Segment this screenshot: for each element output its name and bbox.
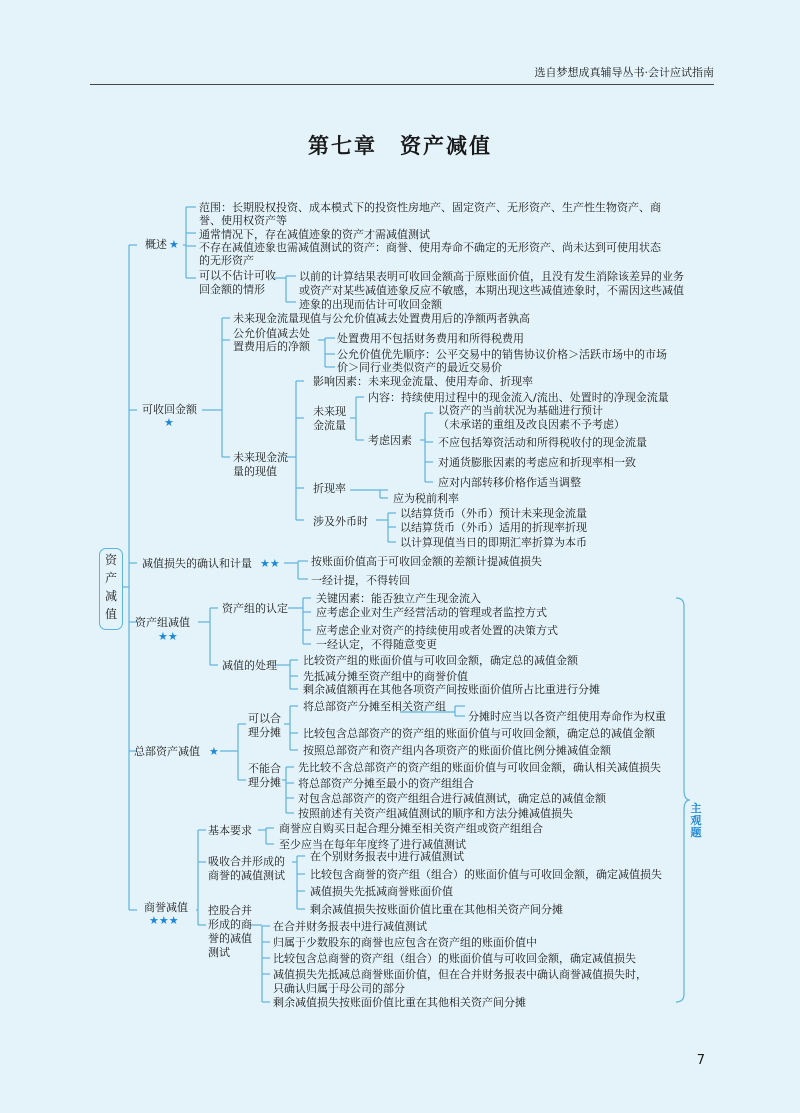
goodwill-annual-test: 至少应当在每年年度终了进行减值测试 bbox=[279, 838, 466, 851]
root-label: 资 产 减 值 bbox=[104, 553, 117, 621]
overview-test-required-line-1: 不存在减值迹象也需减值测试的资产：商誉、使用寿命不确定的无形资产、尚未达到可使用状态 bbox=[199, 241, 661, 254]
branch-recognition-stars: ★★ bbox=[260, 557, 280, 570]
pv-future-cash-flow-label-1: 未来现金流 bbox=[233, 451, 288, 464]
discount-rate-label: 折现率 bbox=[313, 482, 346, 495]
goodwill-basic-label: 基本要求 bbox=[208, 824, 252, 837]
branch-goodwill-label: 商誉减值 bbox=[144, 901, 188, 914]
overview-test-required-line-2: 的无形资产 bbox=[199, 254, 254, 267]
consideration-exclude-financing: 不应包括筹资活动和所得税收付的现金流量 bbox=[438, 436, 647, 449]
goodwill-holding-label-4: 测试 bbox=[208, 946, 230, 959]
disposal-costs-exclusion: 处置费用不包括财务费用和所得税费用 bbox=[337, 332, 524, 345]
cgu-treatment-label: 减值的处理 bbox=[222, 659, 277, 672]
corporate-compare-amount: 比较包含总部资产的资产组的账面价值与可收回金额，确定总的减值金额 bbox=[303, 727, 655, 740]
cgu-allocate-remainder: 剩余减值额再在其他各项资产间按账面价值所占比重进行分摊 bbox=[303, 683, 600, 696]
holding-consolidated-statements: 在合并财务报表中进行减值测试 bbox=[273, 920, 427, 933]
overview-no-estimate-line-2: 回金额的情形 bbox=[199, 283, 265, 296]
goodwill-holding-label-2: 形成的商 bbox=[208, 918, 252, 931]
overview-no-estimate-detail-1: 以前的计算结果表明可收回金额高于原账面价值，且没有发生消除该差异的业务 bbox=[299, 270, 684, 283]
corporate-compare-excluding: 先比较不含总部资产的资产组的账面价值与可收回金额，确认相关减值损失 bbox=[298, 761, 661, 774]
absorb-goodwill-first: 减值损失先抵减商誉账面价值 bbox=[310, 885, 453, 898]
fair-value-priority-line-1: 公允价值优先顺序：公平交易中的销售协议价格＞活跃市场中的市场 bbox=[337, 348, 667, 361]
chapter-title: 第七章 资产减值 bbox=[308, 133, 492, 158]
branch-cgu-label: 资产组减值 bbox=[135, 616, 190, 629]
holding-allocate-remainder: 剩余减值损失按账面价值比重在其他相关资产间分摊 bbox=[273, 996, 526, 1009]
consideration-current-state: 以资产的当前状况为基础进行预计 bbox=[438, 404, 603, 417]
consideration-factors-label: 考虑因素 bbox=[368, 434, 412, 447]
holding-goodwill-first-line-1: 减值损失先抵减总商誉账面价值，但在合并财务报表中确认商誉减值损失时， bbox=[273, 968, 647, 981]
cgu-key-factor: 关键因素：能否独立产生现金流入 bbox=[316, 592, 481, 605]
fx-discount-rate: 以结算货币（外币）适用的折现率折现 bbox=[400, 521, 587, 534]
goodwill-allocate: 商誉应自购买日起合理分摊至相关资产组或资产组组合 bbox=[279, 822, 543, 835]
pre-tax-rate: 应为税前利率 bbox=[393, 492, 459, 505]
cgu-decision-method: 应考虑企业对资产的持续使用或者处置的决策方式 bbox=[316, 624, 558, 637]
holding-minority-goodwill: 归属于少数股东的商誉也应包含在资产组的账面价值中 bbox=[273, 936, 537, 949]
branch-corporate-stars: ★ bbox=[209, 745, 219, 758]
corporate-allocate-loss: 按照总部资产和资产组内各项资产的账面价值比例分摊减值金额 bbox=[303, 744, 611, 757]
overview-scope-line-2: 誉、使用权资产等 bbox=[199, 214, 287, 227]
corporate-allocate-smallest-group: 将总部资产分摊至最小的资产组组合 bbox=[298, 777, 474, 790]
fx-spot-rate-translate: 以计算现值当日的即期汇率折算为本币 bbox=[400, 536, 587, 549]
cgu-compare-amount: 比较资产组的账面价值与可收回金额，确定总的减值金额 bbox=[303, 654, 578, 667]
holding-compare: 比较包含总商誉的资产组（组合）的账面价值与可收回金额，确定减值损失 bbox=[273, 952, 636, 965]
goodwill-holding-label-1: 控股合并 bbox=[208, 904, 252, 917]
overview-scope-line-1: 范围：长期股权投资、成本模式下的投资性房地产、固定资产、无形资产、生产性生物资产、商 bbox=[199, 201, 661, 214]
overview-no-estimate-detail-2: 或资产对某些减值迹象反应不敏感，本期出现这些减值迹象时，不需因这些减值 bbox=[299, 284, 684, 297]
branch-corporate-label: 总部资产减值 bbox=[134, 745, 200, 758]
corporate-unreasonable-label-2: 理分摊 bbox=[248, 776, 281, 789]
goodwill-holding-label-3: 誉的减值 bbox=[208, 932, 252, 945]
overview-no-estimate-line-1: 可以不估计可收 bbox=[199, 269, 276, 282]
branch-recoverable-stars: ★ bbox=[164, 416, 174, 429]
future-cash-flow-label-2: 金流量 bbox=[313, 419, 346, 432]
absorb-allocate-remainder: 剩余减值损失按账面价值比重在其他相关资产间分摊 bbox=[310, 903, 563, 916]
consideration-inflation: 对通货膨胀因素的考虑应和折现率相一致 bbox=[438, 456, 636, 469]
cgu-management-method: 应考虑企业对生产经营活动的管理或者监控方式 bbox=[316, 606, 547, 619]
holding-goodwill-first-line-2: 只确认归属于母公司的部分 bbox=[273, 982, 405, 995]
root-node bbox=[99, 548, 123, 630]
book-series-header: 选自梦想成真辅导丛书·会计应试指南 bbox=[534, 66, 714, 79]
cgu-goodwill-first: 先抵减分摊至资产组中的商誉价值 bbox=[303, 670, 468, 683]
corporate-follow-cgu-method: 按照前述有关资产组减值测试的顺序和方法分摊减值损失 bbox=[298, 807, 573, 820]
recognition-no-reversal: 一经计提，不得转回 bbox=[311, 574, 410, 587]
corporate-weight-by-life: 分摊时应当以各资产组使用寿命作为权重 bbox=[468, 710, 666, 723]
branch-goodwill-stars: ★★★ bbox=[149, 914, 179, 927]
branch-recognition-label: 减值损失的确认和计量 bbox=[142, 557, 252, 570]
goodwill-absorb-label-2: 商誉的减值测试 bbox=[208, 869, 285, 882]
corporate-test-group: 对包含总部资产的资产组组合进行减值测试，确定总的减值金额 bbox=[298, 792, 606, 805]
consideration-transfer-price: 应对内部转移价格作适当调整 bbox=[438, 476, 581, 489]
branch-overview-stars: ★ bbox=[169, 238, 179, 251]
recoverable-higher-of: 未来现金流量现值与公允价值减去处置费用后的净额两者孰高 bbox=[233, 312, 530, 325]
future-cash-flow-label-1: 未来现 bbox=[313, 405, 346, 418]
overview-test-normal: 通常情况下，存在减值迹象的资产才需减值测试 bbox=[199, 228, 430, 241]
pv-future-cash-flow-label-2: 量的现值 bbox=[233, 465, 277, 478]
fair-value-less-costs-label-2: 置费用后的净额 bbox=[233, 340, 310, 353]
absorb-separate-statements: 在个别财务报表中进行减值测试 bbox=[310, 850, 464, 863]
corporate-unreasonable-label-1: 不能合 bbox=[248, 762, 281, 775]
absorb-compare: 比较包含商誉的资产组（组合）的账面价值与可收回金额，确定减值损失 bbox=[310, 868, 662, 881]
subjective-questions-label: 主 观 题 bbox=[690, 802, 702, 839]
cash-flow-content: 内容：持续使用过程中的现金流入/流出、处置时的净现金流量 bbox=[368, 391, 669, 404]
branch-recoverable-label: 可收回金额 bbox=[142, 403, 197, 416]
fair-value-priority-line-2: 价＞同行业类似资产的最近交易价 bbox=[337, 361, 502, 374]
corporate-allocate-to-cgu: 将总部资产分摊至相关资产组 bbox=[303, 700, 446, 713]
overview-no-estimate-detail-3: 迹象的出现而估计可收回金额 bbox=[299, 298, 442, 311]
corporate-reasonable-label-1: 可以合 bbox=[248, 712, 281, 725]
corporate-reasonable-label-2: 理分摊 bbox=[248, 726, 281, 739]
branch-overview-label: 概述 bbox=[145, 238, 167, 251]
fx-estimate-cash-flow: 以结算货币（外币）预计未来现金流量 bbox=[400, 507, 587, 520]
cgu-consistency: 一经认定，不得随意变更 bbox=[316, 638, 437, 651]
page-number: 7 bbox=[696, 1053, 705, 1068]
foreign-currency-label: 涉及外币时 bbox=[313, 515, 368, 528]
branch-cgu-stars: ★★ bbox=[158, 630, 178, 643]
recognition-excess-amount: 按账面价值高于可收回金额的差额计提减值损失 bbox=[311, 555, 542, 568]
goodwill-absorb-label-1: 吸收合并形成的 bbox=[208, 855, 285, 868]
fair-value-less-costs-label-1: 公允价值减去处 bbox=[233, 327, 310, 340]
pv-influencing-factors: 影响因素：未来现金流量、使用寿命、折现率 bbox=[313, 375, 533, 388]
consideration-no-restructuring: （未承诺的重组及改良因素不予考虑） bbox=[438, 418, 625, 431]
cgu-identification-label: 资产组的认定 bbox=[222, 602, 288, 615]
